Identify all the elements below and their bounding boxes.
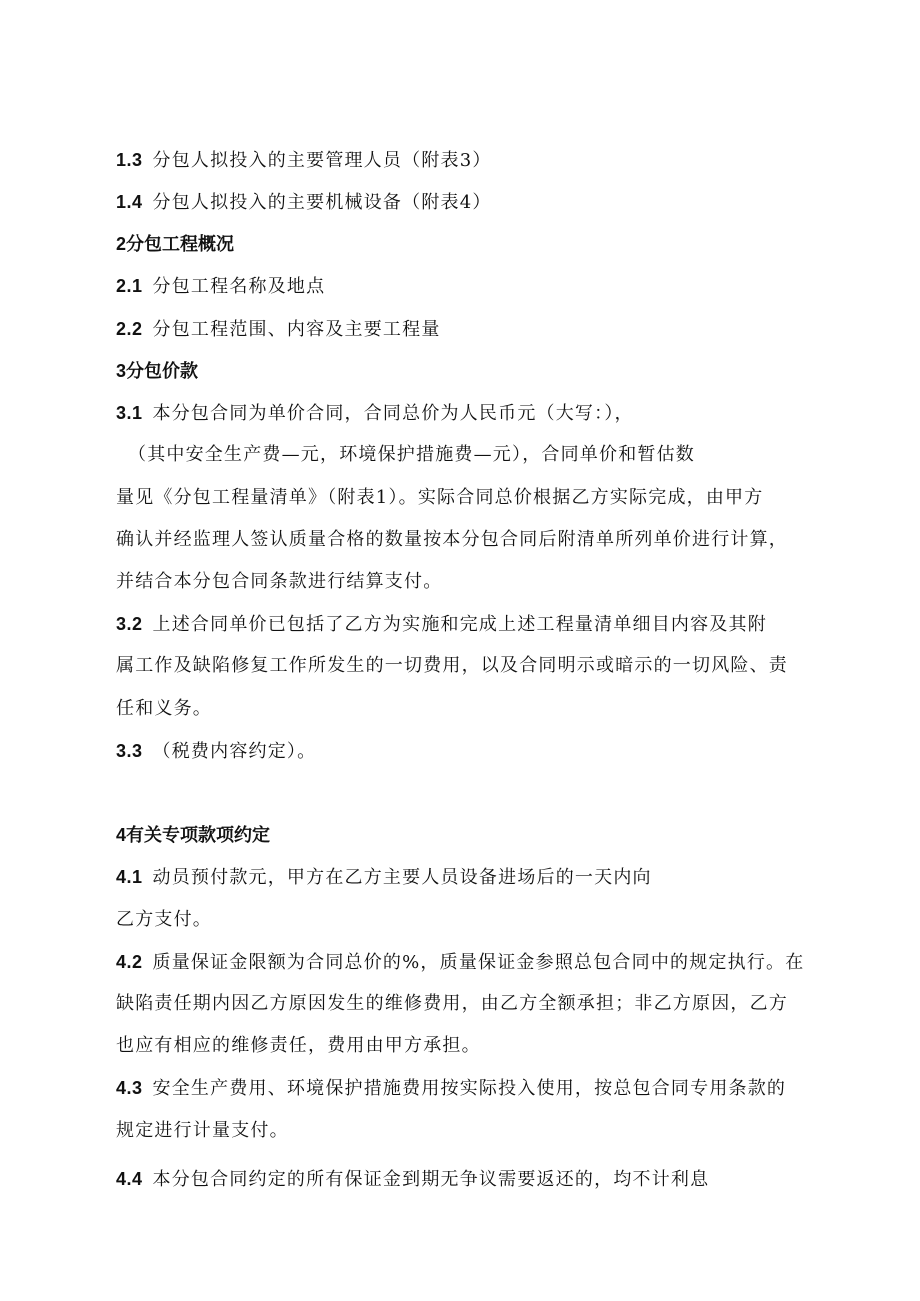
clause-text: 质量保证金限额为合同总价的%，质量保证金参照总包合同中的规定执行。在 bbox=[152, 952, 805, 973]
section-heading-3: 3分包价款 bbox=[116, 361, 199, 381]
text-line: 任和义务。 bbox=[116, 698, 212, 719]
clause-text: 动员预付款元，甲方在乙方主要人员设备进场后的一天内向 bbox=[152, 867, 652, 888]
section-heading-2: 2分包工程概况 bbox=[116, 234, 235, 254]
clause-text: 分包人拟投入的主要机械设备（附表4） bbox=[152, 192, 492, 213]
clause-number: 4.3 bbox=[116, 1078, 143, 1098]
clause-4-2 bbox=[116, 950, 804, 975]
text-line: （其中安全生产费—元，环境保护措施费—元），合同单价和暂估数 bbox=[128, 444, 695, 465]
clause-text: （税费内容约定）。 bbox=[152, 741, 317, 762]
clause-number: 2.1 bbox=[116, 276, 143, 296]
clause-number: 3.1 bbox=[116, 403, 143, 423]
text-line: 乙方支付。 bbox=[116, 909, 212, 930]
clause-number: 1.4 bbox=[116, 192, 143, 212]
clause-text: 本分包合同约定的所有保证金到期无争议需要返还的，均不计利息 bbox=[152, 1169, 710, 1190]
text-line: 量见《分包工程量清单》（附表1）。实际合同总价根据乙方实际完成，由甲方 bbox=[116, 487, 764, 508]
clause-number: 3.2 bbox=[116, 614, 143, 634]
clause-number: 4.1 bbox=[116, 867, 143, 887]
clause-3-2 bbox=[116, 612, 767, 637]
clause-4-4 bbox=[116, 1167, 709, 1192]
text-line: 规定进行计量支付。 bbox=[116, 1120, 289, 1141]
text-line: 缺陷责任期内因乙方原因发生的维修费用，由乙方全额承担；非乙方原因，乙方 bbox=[116, 993, 788, 1014]
clause-4-1 bbox=[116, 865, 652, 890]
clause-3-3 bbox=[116, 739, 316, 764]
text-line: 也应有相应的维修责任，费用由甲方承担。 bbox=[116, 1035, 481, 1056]
clause-number: 1.3 bbox=[116, 150, 143, 170]
clause-text: 分包工程范围、内容及主要工程量 bbox=[152, 319, 441, 340]
clause-text: 分包工程名称及地点 bbox=[152, 276, 326, 297]
clause-number: 4.2 bbox=[116, 952, 143, 972]
clause-number: 3.3 bbox=[116, 741, 143, 761]
clause-1-4 bbox=[116, 190, 492, 215]
section-heading-4: 4有关专项款项约定 bbox=[116, 825, 271, 845]
clause-text: 上述合同单价已包括了乙方为实施和完成上述工程量清单细目内容及其附 bbox=[152, 614, 767, 635]
text-line: 属工作及缺陷修复工作所发生的一切费用，以及合同明示或暗示的一切风险、责 bbox=[116, 655, 788, 676]
clause-text: 安全生产费用、环境保护措施费用按实际投入使用，按总包合同专用条款的 bbox=[152, 1078, 787, 1099]
clause-2-1 bbox=[116, 274, 325, 299]
clause-text: 分包人拟投入的主要管理人员（附表3） bbox=[152, 150, 492, 171]
clause-1-3 bbox=[116, 148, 492, 173]
text-line: 并结合本分包合同条款进行结算支付。 bbox=[116, 571, 443, 592]
text-line: 确认并经监理人签认质量合格的数量按本分包合同后附清单所列单价进行计算， bbox=[116, 529, 788, 550]
clause-text: 本分包合同为单价合同，合同总价为人民币元（大写：）， bbox=[152, 403, 634, 424]
clause-4-3 bbox=[116, 1076, 786, 1101]
clause-3-1 bbox=[116, 401, 634, 426]
clause-number: 4.4 bbox=[116, 1169, 143, 1189]
clause-2-2 bbox=[116, 317, 441, 342]
clause-number: 2.2 bbox=[116, 319, 143, 339]
